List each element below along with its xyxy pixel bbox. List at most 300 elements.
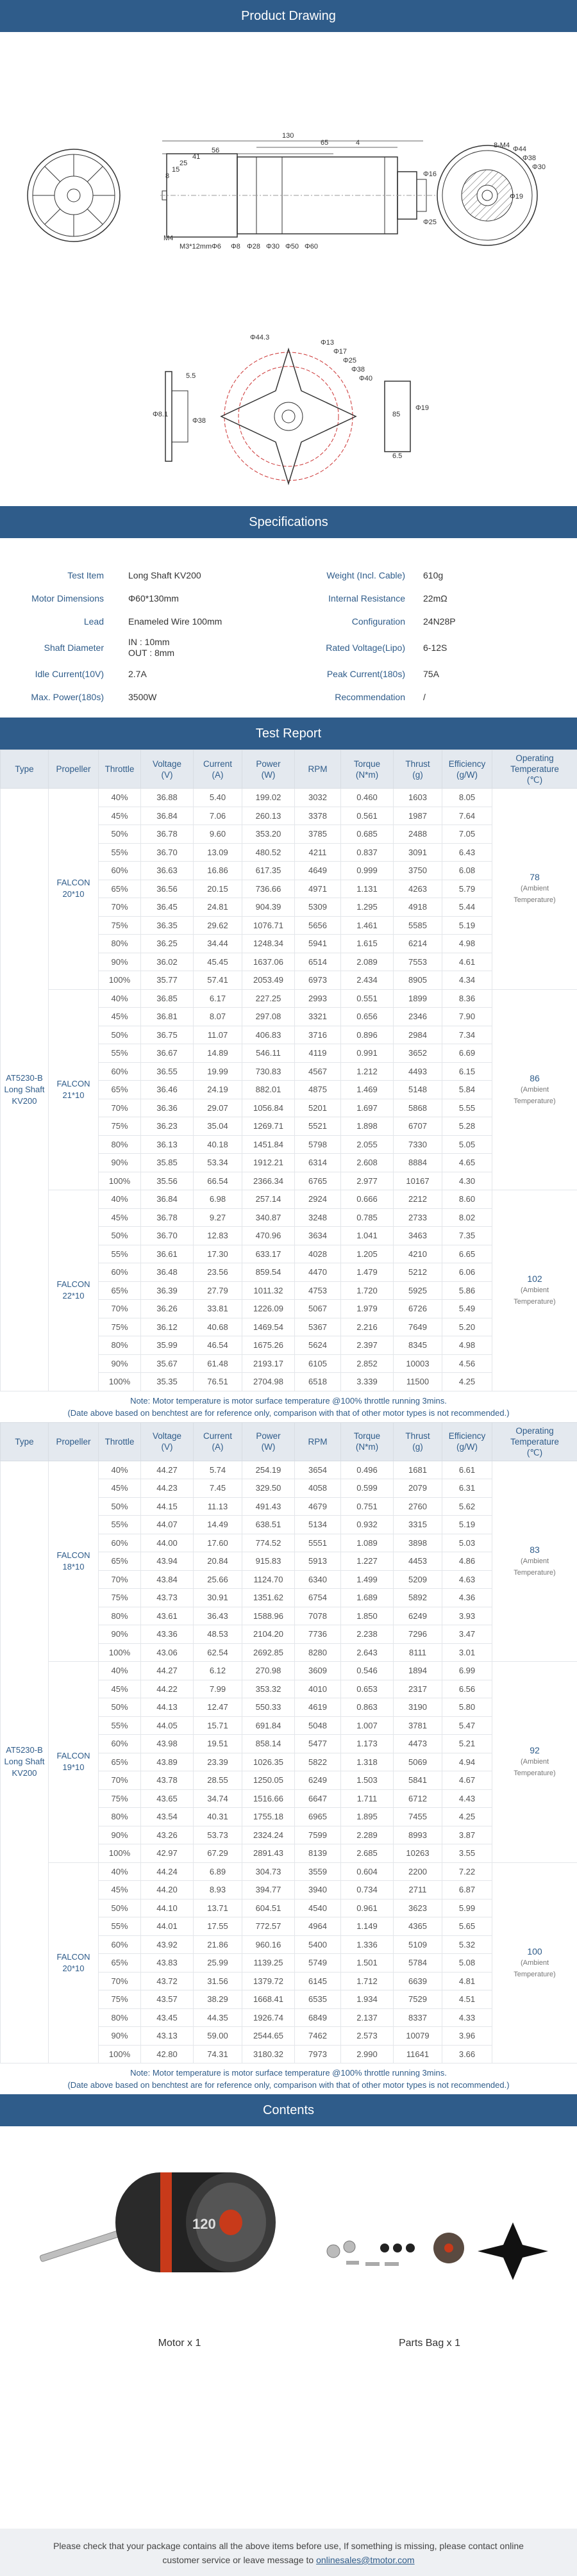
table-cell: 4875 (295, 1081, 341, 1099)
table-cell: 70% (99, 1570, 141, 1589)
table-cell: 44.15 (141, 1497, 194, 1516)
table-cell: 8139 (295, 1844, 341, 1863)
spec-value: OUT : 8mm (128, 648, 175, 658)
table-cell: 40% (99, 1461, 141, 1479)
table-cell: 11.13 (194, 1497, 242, 1516)
table-cell: 8.36 (442, 989, 492, 1008)
table-cell: 1681 (394, 1461, 442, 1479)
column-header (1, 1422, 49, 1461)
dim-15: 15 (172, 166, 180, 174)
section-header-contents: Contents (0, 2094, 577, 2126)
column-header-line: Throttle (105, 764, 135, 774)
table-cell: 3315 (394, 1516, 442, 1534)
table-cell: 36.46 (141, 1081, 194, 1099)
table-cell: 44.07 (141, 1516, 194, 1534)
column-header-line: RPM (308, 764, 328, 774)
table-cell: 3716 (295, 1026, 341, 1044)
table-cell: 43.84 (141, 1570, 194, 1589)
table-cell: 55% (99, 1516, 141, 1534)
table-cell: 1912.21 (242, 1154, 295, 1172)
dim-m4: M4 (163, 234, 174, 242)
table-cell: 35.56 (141, 1172, 194, 1190)
table-cell: 1.895 (341, 1808, 394, 1826)
motor-type (1, 789, 49, 1391)
table-cell: 8280 (295, 1643, 341, 1662)
table-cell: 2.434 (341, 971, 394, 990)
table-cell: 50% (99, 1899, 141, 1917)
parts-bag-image (327, 2222, 548, 2280)
table-cell: 4028 (295, 1245, 341, 1263)
column-header-line: (V) (161, 1442, 173, 1452)
table-cell: 19.99 (194, 1062, 242, 1081)
table-cell: 5.21 (442, 1735, 492, 1753)
table-cell: 90% (99, 1354, 141, 1373)
dim-phi443: Φ44.3 (250, 334, 270, 341)
table-cell: 1250.05 (242, 1771, 295, 1790)
table-cell: 8993 (394, 1826, 442, 1844)
dim-41: 41 (192, 153, 201, 161)
table-cell: 859.54 (242, 1263, 295, 1282)
table-cell: 53.34 (194, 1154, 242, 1172)
table-cell: 53.73 (194, 1826, 242, 1844)
table-cell: 50% (99, 1227, 141, 1245)
table-cell: 5.03 (442, 1534, 492, 1552)
table-cell: 45% (99, 1208, 141, 1227)
table-header-row (1, 1422, 577, 1461)
table-cell: 6.87 (442, 1881, 492, 1899)
table-cell: 36.78 (141, 825, 194, 844)
column-header-line: (℃) (526, 1447, 543, 1457)
temperature-note: Temperature) (514, 1568, 556, 1577)
table-cell: 50% (99, 1026, 141, 1044)
specifications (0, 538, 577, 718)
table-cell: 36.43 (194, 1607, 242, 1625)
table-row (1, 989, 577, 1008)
table-cell: 1987 (394, 807, 442, 825)
table-cell: 406.83 (242, 1026, 295, 1044)
table-cell: 1.173 (341, 1735, 394, 1753)
table-cell: 5134 (295, 1516, 341, 1534)
table-cell: 36.39 (141, 1281, 194, 1300)
table-cell: 6340 (295, 1570, 341, 1589)
column-header-line: (g) (412, 769, 423, 780)
table-cell: 40% (99, 789, 141, 807)
table-cell: 3609 (295, 1662, 341, 1680)
table-cell: 1226.09 (242, 1300, 295, 1318)
table-cell: 5656 (295, 916, 341, 935)
dim-25: 25 (180, 160, 188, 167)
table-cell: 2488 (394, 825, 442, 844)
note-line: (Date above based on benchtest are for reference only, comparison with that of other motor types is not recommended.) (67, 1407, 510, 1418)
table-cell: 48.53 (194, 1625, 242, 1644)
table-cell: 1.318 (341, 1753, 394, 1771)
column-header (242, 750, 295, 789)
table-cell: 35.77 (141, 971, 194, 990)
table-cell: 16.86 (194, 862, 242, 880)
table-cell: 6518 (295, 1373, 341, 1391)
table-cell: 730.83 (242, 1062, 295, 1081)
spec-label: Weight (Incl. Cable) (326, 570, 405, 580)
table-cell: 36.84 (141, 1190, 194, 1209)
table-cell: 1248.34 (242, 935, 295, 953)
table-cell: 1926.74 (242, 2008, 295, 2027)
propeller (49, 1862, 99, 2063)
spec-label: Test Item (67, 570, 104, 580)
column-header-line: Current (203, 759, 232, 769)
table-cell: 5.62 (442, 1497, 492, 1516)
table-cell: 8.07 (194, 1008, 242, 1026)
table-cell: 43.61 (141, 1607, 194, 1625)
table-cell: 1899 (394, 989, 442, 1008)
spec-value-cell (128, 616, 308, 627)
column-header-line: Thrust (405, 759, 430, 769)
table-cell: 270.98 (242, 1662, 295, 1680)
table-cell: 7553 (394, 953, 442, 971)
table-cell: 44.13 (141, 1698, 194, 1717)
table-cell: 1469.54 (242, 1318, 295, 1336)
table-cell: 7330 (394, 1135, 442, 1154)
table-cell: 36.75 (141, 1026, 194, 1044)
table-cell: 6535 (295, 1990, 341, 2009)
temperature-note: (Ambient (520, 1286, 549, 1295)
table-cell: 4.94 (442, 1753, 492, 1771)
temperature-note: (Ambient (520, 1758, 549, 1766)
table-cell: 5.79 (442, 880, 492, 898)
table-cell: 5784 (394, 1954, 442, 1973)
table-cell: 3248 (295, 1208, 341, 1227)
table-cell: 11.07 (194, 1026, 242, 1044)
temperature-value: 102 (527, 1274, 542, 1284)
propeller-line: FALCON (56, 878, 90, 888)
table-cell: 100% (99, 1844, 141, 1863)
column-header-line: Propeller (56, 764, 91, 774)
table-cell: 6965 (295, 1808, 341, 1826)
temperature-note: Temperature) (514, 1970, 556, 1978)
table-cell: 0.932 (341, 1516, 394, 1534)
table-cell: 24.19 (194, 1081, 242, 1099)
motor-caption: Motor x 1 (158, 2338, 201, 2349)
table-cell: 6105 (295, 1354, 341, 1373)
table-cell: 35.67 (141, 1354, 194, 1373)
table-cell: 50% (99, 1698, 141, 1717)
table-cell: 7455 (394, 1808, 442, 1826)
table-cell: 4365 (394, 1917, 442, 1936)
dim-8: 8 (165, 172, 170, 180)
table-cell: 17.30 (194, 1245, 242, 1263)
table-cell: 2760 (394, 1497, 442, 1516)
table-cell: 2.055 (341, 1135, 394, 1154)
table-cell: 8884 (394, 1154, 442, 1172)
table-cell: 2.397 (341, 1336, 394, 1355)
table-cell: 5.47 (442, 1716, 492, 1735)
table-cell: 6145 (295, 1972, 341, 1990)
dim-phi40: Φ40 (359, 375, 373, 382)
table-cell: 4619 (295, 1698, 341, 1717)
table-cell: 36.70 (141, 1227, 194, 1245)
table-cell: 1.850 (341, 1607, 394, 1625)
temperature-note: (Ambient (520, 1557, 549, 1565)
table-header-row (1, 750, 577, 789)
table-cell: 5585 (394, 916, 442, 935)
table-cell: 691.84 (242, 1716, 295, 1735)
side-view (160, 141, 436, 237)
table-cell: 36.78 (141, 1208, 194, 1227)
table-cell: 43.89 (141, 1753, 194, 1771)
table-cell: 46.54 (194, 1336, 242, 1355)
table-cell: 27.79 (194, 1281, 242, 1300)
table-cell: 3623 (394, 1899, 442, 1917)
table-cell: 633.17 (242, 1245, 295, 1263)
column-header-line: (W) (261, 1442, 276, 1452)
table-cell: 65% (99, 1081, 141, 1099)
dim-65m: 6.5 (392, 452, 403, 460)
table-cell: 4210 (394, 1245, 442, 1263)
propeller (49, 1662, 99, 1863)
table-cell: 297.08 (242, 1008, 295, 1026)
dim-55: 5.5 (186, 372, 196, 380)
table-cell: 80% (99, 935, 141, 953)
table-cell: 14.49 (194, 1516, 242, 1534)
table-cell: 5749 (295, 1954, 341, 1973)
propeller-line: 20*10 (62, 889, 85, 899)
table-cell: 13.71 (194, 1899, 242, 1917)
table-cell: 2.643 (341, 1643, 394, 1662)
spec-label: Lead (83, 616, 104, 627)
table-cell: 43.94 (141, 1552, 194, 1571)
contents-section (0, 2126, 577, 2383)
table-cell: 55% (99, 1716, 141, 1735)
table-cell: 45% (99, 807, 141, 825)
table-cell: 80% (99, 2008, 141, 2027)
table-cell: 36.13 (141, 1135, 194, 1154)
dim-phi19m: Φ19 (415, 404, 430, 412)
table-cell: 3.66 (442, 2045, 492, 2063)
table-cell: 5.55 (442, 1099, 492, 1117)
table-cell: 2.608 (341, 1154, 394, 1172)
table-cell: 4.43 (442, 1789, 492, 1808)
table-cell: 6849 (295, 2008, 341, 2027)
spec-label: Peak Current(180s) (326, 669, 405, 679)
table-row (1, 1461, 577, 1479)
table-cell: 80% (99, 1808, 141, 1826)
column-header (492, 1422, 577, 1461)
table-cell: 70% (99, 1300, 141, 1318)
column-header (49, 750, 99, 789)
email-link[interactable]: onlinesales@tmotor.com (316, 2555, 415, 2565)
column-header-line: Propeller (56, 1436, 91, 1447)
table-cell: 90% (99, 953, 141, 971)
table-cell: 35.04 (194, 1117, 242, 1136)
table-cell: 7.64 (442, 807, 492, 825)
table-cell: 0.546 (341, 1662, 394, 1680)
table-cell: 2924 (295, 1190, 341, 1209)
table-cell: 43.26 (141, 1826, 194, 1844)
propeller-line: 20*10 (62, 1963, 85, 1973)
table-cell: 36.81 (141, 1008, 194, 1026)
column-header (341, 750, 394, 789)
table-cell: 6.99 (442, 1662, 492, 1680)
column-header-line: (℃) (526, 775, 543, 785)
table-cell: 1.149 (341, 1917, 394, 1936)
column-header-line: Thrust (405, 1431, 430, 1441)
table-cell: 3180.32 (242, 2045, 295, 2063)
table-cell: 199.02 (242, 789, 295, 807)
table-cell: 6214 (394, 935, 442, 953)
table-cell: 772.57 (242, 1917, 295, 1936)
operating-temperature (492, 1461, 577, 1662)
dim-phi16: Φ16 (423, 170, 437, 178)
table-cell: 3654 (295, 1461, 341, 1479)
table-cell: 55% (99, 1044, 141, 1063)
table-cell: 40% (99, 1190, 141, 1209)
table-cell: 5551 (295, 1534, 341, 1552)
propeller-line: FALCON (56, 1078, 90, 1088)
table-cell: 6249 (394, 1607, 442, 1625)
table-cell: 4918 (394, 898, 442, 917)
table-cell: 5841 (394, 1771, 442, 1790)
table-cell: 6765 (295, 1172, 341, 1190)
spec-value: 24N28P (423, 616, 456, 627)
table-cell: 4649 (295, 862, 341, 880)
table-cell: 29.62 (194, 916, 242, 935)
temperature-value: 83 (530, 1544, 540, 1555)
table-cell: 75% (99, 1318, 141, 1336)
dim-85: 85 (392, 411, 401, 418)
table-cell: 1.979 (341, 1300, 394, 1318)
table-cell: 44.23 (141, 1479, 194, 1498)
table-cell: 25.99 (194, 1954, 242, 1973)
dim-phi38: Φ38 (523, 154, 537, 162)
table-cell: 1124.70 (242, 1570, 295, 1589)
table-cell: 353.20 (242, 825, 295, 844)
temperature-value: 92 (530, 1745, 540, 1756)
table-cell: 7649 (394, 1318, 442, 1336)
table-cell: 6647 (295, 1789, 341, 1808)
table-cell: 4263 (394, 880, 442, 898)
table-cell: 1269.71 (242, 1117, 295, 1136)
table-cell: 5.49 (442, 1300, 492, 1318)
table-cell: 10263 (394, 1844, 442, 1863)
table-cell: 60% (99, 1534, 141, 1552)
table-cell: 67.29 (194, 1844, 242, 1863)
dim-65: 65 (321, 139, 329, 147)
motor-type-line: AT5230-B (6, 1072, 43, 1083)
spec-value: 22mΩ (423, 593, 447, 603)
column-header-line: Torque (353, 1431, 381, 1441)
table-cell: 7296 (394, 1625, 442, 1644)
table-cell: 4.34 (442, 971, 492, 990)
table-cell: 6.06 (442, 1263, 492, 1282)
table-cell: 1011.32 (242, 1281, 295, 1300)
table-cell: 4.81 (442, 1972, 492, 1990)
table-cell: 4964 (295, 1917, 341, 1936)
dim-phi38p: Φ38 (192, 417, 206, 425)
column-header-line: (g) (412, 1442, 423, 1452)
table-cell: 5822 (295, 1753, 341, 1771)
table-cell: 75% (99, 916, 141, 935)
table-cell: 736.66 (242, 880, 295, 898)
table-cell: 4.65 (442, 1154, 492, 1172)
table-cell: 24.81 (194, 898, 242, 917)
table-cell: 65% (99, 880, 141, 898)
table-cell: 7736 (295, 1625, 341, 1644)
temperature-note: Temperature) (514, 896, 556, 905)
table-cell: 10167 (394, 1172, 442, 1190)
table-cell: 1.336 (341, 1935, 394, 1954)
table-cell: 12.83 (194, 1227, 242, 1245)
table-cell: 2544.65 (242, 2027, 295, 2046)
dim-phi81: Φ8.1 (153, 411, 169, 418)
temperature-value: 100 (527, 1946, 542, 1957)
dim-phi25: Φ25 (423, 218, 437, 226)
motor-type (1, 1461, 49, 2063)
table-cell: 3781 (394, 1716, 442, 1735)
table-cell: 36.56 (141, 880, 194, 898)
table-cell: 6707 (394, 1117, 442, 1136)
table-cell: 40.68 (194, 1318, 242, 1336)
table-cell: 1056.84 (242, 1099, 295, 1117)
footer-line-1: Please check that your package contains all the above items before use, If something is missing, please contact online (53, 2541, 524, 2551)
section-header-drawing: Product Drawing (0, 0, 577, 32)
table-cell: 70% (99, 1099, 141, 1117)
table-cell: 0.896 (341, 1026, 394, 1044)
table-cell: 2324.24 (242, 1826, 295, 1844)
table-cell: 44.27 (141, 1461, 194, 1479)
column-header (194, 750, 242, 789)
table-cell: 5.84 (442, 1081, 492, 1099)
spec-label: Idle Current(10V) (35, 669, 104, 679)
table-cell: 38.29 (194, 1990, 242, 2009)
table-cell: 2704.98 (242, 1373, 295, 1391)
table-cell: 43.45 (141, 2008, 194, 2027)
column-header (242, 1422, 295, 1461)
table-cell: 7078 (295, 1607, 341, 1625)
table-cell: 5868 (394, 1099, 442, 1117)
table-cell: 65% (99, 1954, 141, 1973)
table-cell: 36.23 (141, 1117, 194, 1136)
table-cell: 7.90 (442, 1008, 492, 1026)
table-cell: 11641 (394, 2045, 442, 2063)
table-cell: 329.50 (242, 1479, 295, 1498)
table-cell: 10003 (394, 1354, 442, 1373)
test-report (0, 750, 577, 2094)
table-cell: 2.289 (341, 1826, 394, 1844)
table-row (1, 1862, 577, 1881)
table-cell: 260.13 (242, 807, 295, 825)
propeller-line: 18*10 (62, 1561, 85, 1571)
table-cell: 5.05 (442, 1135, 492, 1154)
table-cell: 6.89 (194, 1862, 242, 1881)
parts-caption: Parts Bag x 1 (398, 2338, 461, 2349)
table-cell: 0.961 (341, 1899, 394, 1917)
table-cell: 3940 (295, 1881, 341, 1899)
table-cell: 5309 (295, 898, 341, 917)
table-cell: 5069 (394, 1753, 442, 1771)
column-header-line: Torque (353, 759, 381, 769)
table-cell: 65% (99, 1753, 141, 1771)
table-cell: 42.97 (141, 1844, 194, 1863)
table-cell: 1637.06 (242, 953, 295, 971)
dim-phi28: Φ28 (247, 243, 261, 250)
table-cell: 7973 (295, 2045, 341, 2063)
table-cell: 4010 (295, 1680, 341, 1698)
table-cell: 1.711 (341, 1789, 394, 1808)
table-cell: 30.91 (194, 1589, 242, 1607)
table-cell: 0.599 (341, 1479, 394, 1498)
dim-phi50: Φ50 (285, 243, 299, 250)
table-cell: 50% (99, 825, 141, 844)
table-cell: 45.45 (194, 953, 242, 971)
